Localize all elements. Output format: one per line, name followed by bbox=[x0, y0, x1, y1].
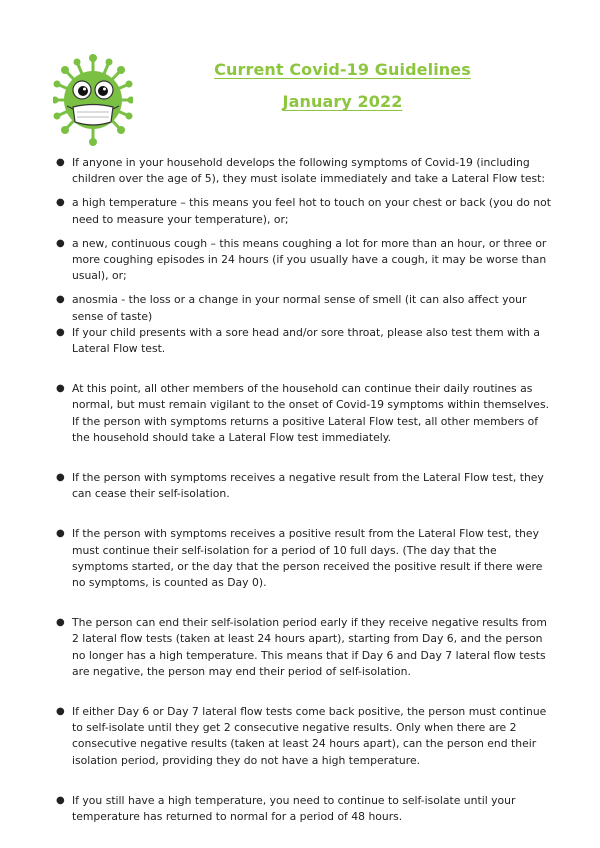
list-item bbox=[56, 381, 556, 446]
bullet-icon: ● bbox=[56, 706, 65, 718]
bullet-icon: ● bbox=[56, 197, 65, 209]
list-item-text: If anyone in your household develops the following symptoms of Covid-19 (including children over the age of 5), they must isolate immediately and take a Lateral Flow test: bbox=[72, 156, 545, 186]
list-item bbox=[56, 526, 556, 591]
bullet-icon: ● bbox=[56, 528, 65, 540]
list-item bbox=[56, 292, 556, 324]
bullet-icon: ● bbox=[56, 472, 65, 484]
bullet-icon: ● bbox=[56, 617, 65, 629]
guidelines-list bbox=[56, 155, 556, 825]
list-item-text: a high temperature – this means you feel hot to touch on your chest or back (you do not need to measure your temperature), or; bbox=[72, 196, 551, 226]
list-item bbox=[56, 704, 556, 769]
bullet-icon: ● bbox=[56, 237, 65, 249]
list-item-text: At this point, all other members of the household can continue their daily routines as normal, but must remain vigilant to the onset of Covid-19 symptoms within themselves. If the person with symptoms returns a positive Lateral Flow test, all other members of the household should take a Lateral Flow test immediately. bbox=[72, 382, 549, 444]
list-item bbox=[56, 325, 556, 357]
list-item bbox=[56, 470, 556, 502]
list-item-text: anosmia - the loss or a change in your normal sense of smell (it can also affect your sense of taste) bbox=[72, 293, 527, 323]
bullet-icon: ● bbox=[56, 326, 65, 338]
page-title: Current Covid-19 Guidelines bbox=[214, 60, 471, 79]
list-item bbox=[56, 793, 556, 825]
list-item-text: If the person with symptoms receives a positive result from the Lateral Flow test, they must continue their self-isolation for a period of 10 full days. (The day that the symptoms started, or the day that the person received the positive result if there were no symptoms, is counted as Day 0). bbox=[72, 527, 543, 590]
page-subtitle: January 2022 bbox=[282, 92, 403, 111]
list-item-text: The person can end their self-isolation period early if they receive negative results from 2 lateral flow tests (taken at least 24 hours apart), starting from Day 6, and the person no longer has a high temperature. This means that if Day 6 and Day 7 lateral flow tests are negative, the person may end their period of self-isolation. bbox=[72, 616, 547, 678]
bullet-icon: ● bbox=[56, 794, 65, 806]
list-item-text: If either Day 6 or Day 7 lateral flow tests come back positive, the person must continue to self-isolate until they get 2 consecutive negative results. Only when there are 2 consecutive negative results (taken at least 24 hours apart), can the person end their isolation period, providing they do not have a high temperature. bbox=[72, 705, 547, 767]
list-item-text: If your child presents with a sore head and/or sore throat, please also test them with a Lateral Flow test. bbox=[72, 325, 540, 356]
list-item bbox=[56, 615, 556, 680]
bullet-icon: ● bbox=[56, 294, 65, 306]
list-item bbox=[56, 236, 556, 285]
list-item bbox=[56, 155, 556, 187]
list-item bbox=[56, 195, 556, 227]
list-item-text: If you still have a high temperature, you need to continue to self-isolate until your temperature has returned to normal for a period of 48 hours. bbox=[72, 793, 516, 824]
bullet-icon: ● bbox=[56, 157, 65, 168]
covid-virus-mask-icon bbox=[53, 52, 133, 148]
list-item-text: a new, continuous cough – this means coughing a lot for more than an hour, or three or more coughing episodes in 24 hours (if you usually have a cough, it may be worse than usual), or; bbox=[72, 236, 547, 283]
bullet-icon: ● bbox=[56, 383, 65, 395]
list-item-text: If the person with symptoms receives a negative result from the Lateral Flow test, they can cease their self-isolation. bbox=[72, 471, 544, 501]
